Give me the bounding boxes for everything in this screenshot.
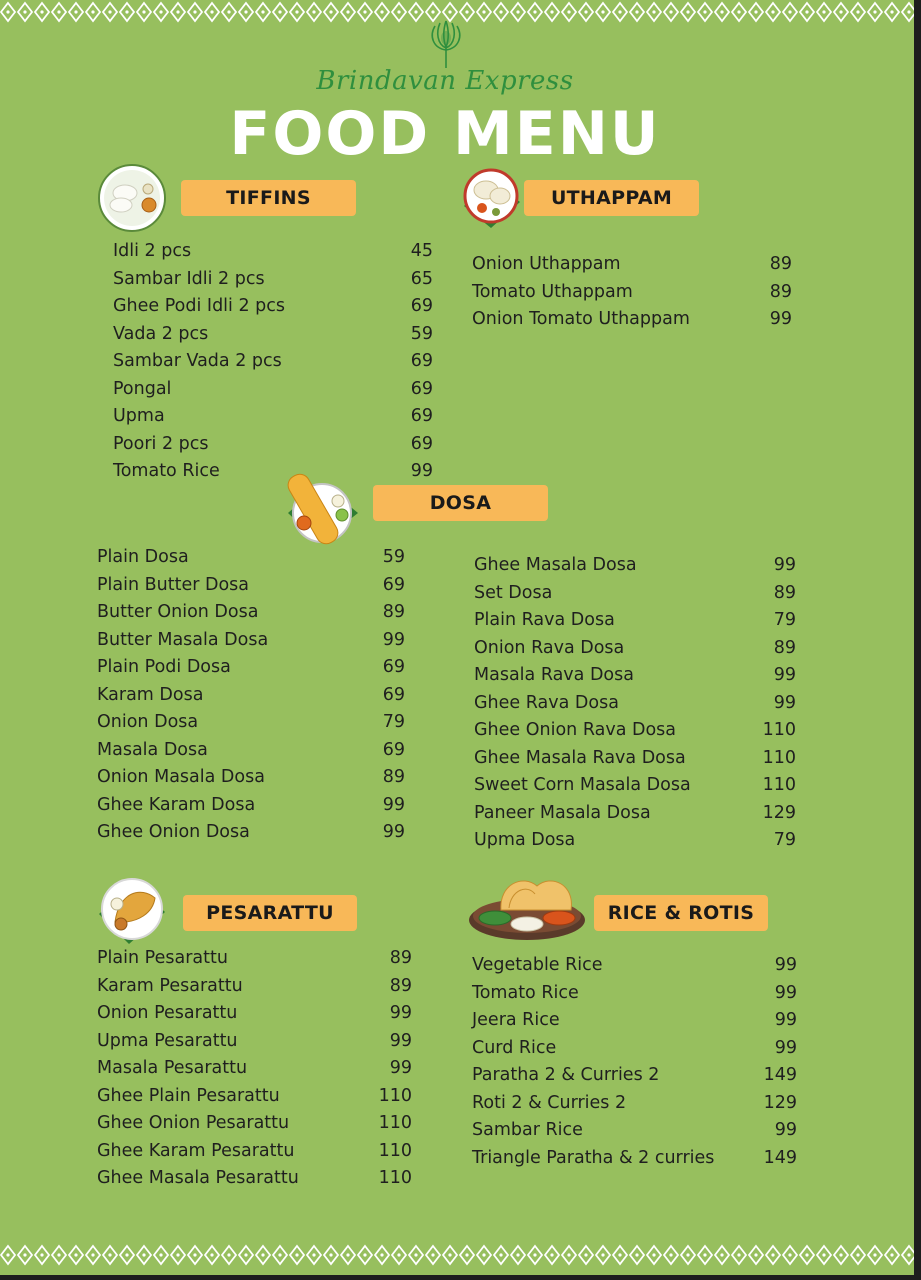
menu-item-price: 69 — [410, 378, 433, 399]
menu-item-name: Sambar Rice — [472, 1120, 583, 1140]
menu-item-price: 99 — [774, 1037, 797, 1058]
menu-item-price: 99 — [773, 555, 796, 575]
dosa-plate-icon — [280, 465, 362, 547]
menu-item-price: 110 — [378, 1168, 412, 1188]
menu-item-price: 110 — [378, 1113, 412, 1133]
menu-item — [474, 610, 796, 638]
menu-item — [97, 1168, 412, 1196]
menu-item-name: Roti 2 & Curries 2 — [472, 1092, 627, 1113]
tiffins-heading: TIFFINS — [181, 180, 356, 216]
menu-item-name: Masala Rava Dosa — [474, 665, 634, 685]
menu-item-price: 89 — [769, 254, 792, 274]
menu-item — [113, 406, 433, 434]
menu-item — [474, 555, 796, 583]
menu-item-name: Idli 2 pcs — [113, 241, 192, 261]
menu-item-price: 45 — [410, 241, 433, 261]
menu-item — [97, 795, 405, 823]
menu-item — [97, 547, 405, 575]
menu-item-name: Plain Rava Dosa — [474, 610, 615, 630]
dosa-heading: DOSA — [373, 485, 548, 521]
menu-item-price: 99 — [389, 1030, 412, 1051]
menu-item-name: Onion Rava Dosa — [474, 637, 625, 658]
menu-item-name: Ghee Rava Dosa — [474, 692, 619, 713]
menu-item-name: Ghee Onion Pesarattu — [97, 1113, 290, 1133]
bottom-decorative-border — [0, 1243, 914, 1267]
menu-item-name: Paneer Masala Dosa — [474, 802, 651, 823]
menu-item — [113, 296, 433, 324]
pesarattu-item-list — [97, 948, 412, 1196]
menu-item-price: 79 — [382, 712, 405, 732]
menu-item — [474, 665, 796, 693]
menu-item-name: Butter Onion Dosa — [97, 602, 259, 622]
menu-item — [113, 269, 433, 297]
menu-item-price: 69 — [382, 684, 405, 705]
menu-item-price: 69 — [382, 657, 405, 677]
idli-plate-icon — [97, 163, 167, 233]
menu-item-price: 149 — [763, 1147, 797, 1168]
menu-item — [472, 983, 797, 1011]
menu-item — [113, 379, 433, 407]
menu-item-name: Upma — [113, 406, 165, 426]
menu-item — [474, 583, 796, 611]
menu-item-name: Sambar Idli 2 pcs — [113, 268, 265, 289]
pesarattu-heading: PESARATTU — [183, 895, 357, 931]
menu-item-name: Onion Pesarattu — [97, 1003, 238, 1023]
menu-item-price: 99 — [774, 955, 797, 975]
menu-item-name: Tomato Rice — [113, 461, 220, 481]
menu-item — [474, 748, 796, 776]
menu-item-price: 110 — [378, 1085, 412, 1106]
menu-item-name: Ghee Onion Rava Dosa — [474, 720, 677, 740]
menu-item — [474, 693, 796, 721]
menu-item-name: Onion Masala Dosa — [97, 767, 265, 787]
menu-item — [472, 1120, 797, 1148]
menu-item-name: Ghee Podi Idli 2 pcs — [113, 296, 286, 316]
menu-item — [113, 324, 433, 352]
menu-item — [97, 948, 412, 976]
brand-name: Brindavan Express — [316, 66, 574, 96]
menu-item — [113, 351, 433, 379]
menu-item — [474, 803, 796, 831]
menu-item — [97, 1031, 412, 1059]
menu-item-price: 110 — [378, 1140, 412, 1161]
menu-item — [97, 602, 405, 630]
menu-item-price: 65 — [410, 268, 433, 289]
menu-item-name: Ghee Masala Dosa — [474, 555, 637, 575]
menu-item-name: Onion Uthappam — [472, 254, 621, 274]
menu-item-price: 89 — [382, 602, 405, 622]
menu-item-name: Butter Masala Dosa — [97, 629, 269, 650]
menu-item-price: 69 — [410, 296, 433, 316]
menu-item — [97, 1058, 412, 1086]
menu-item — [474, 830, 796, 858]
menu-item — [472, 955, 797, 983]
menu-item-name: Plain Podi Dosa — [97, 657, 231, 677]
menu-item-name: Masala Pesarattu — [97, 1058, 248, 1078]
menu-item — [474, 720, 796, 748]
menu-item-price: 89 — [769, 281, 792, 302]
menu-item-price: 79 — [773, 610, 796, 630]
menu-item — [97, 575, 405, 603]
menu-item — [472, 1010, 797, 1038]
diamond-border-pattern — [0, 1243, 914, 1267]
dosa-right-item-list — [474, 555, 796, 858]
menu-item — [97, 1141, 412, 1169]
menu-item-price: 99 — [389, 1058, 412, 1078]
rice-rotis-heading: RICE & ROTIS — [594, 895, 768, 931]
menu-item — [97, 822, 405, 850]
menu-item — [97, 1086, 412, 1114]
menu-item-price: 99 — [774, 1010, 797, 1030]
menu-item — [97, 1003, 412, 1031]
menu-item-name: Onion Tomato Uthappam — [472, 309, 690, 329]
rice-rotis-item-list — [472, 955, 797, 1175]
menu-item-name: Sweet Corn Masala Dosa — [474, 775, 691, 795]
menu-item-name: Curd Rice — [472, 1037, 557, 1058]
menu-item — [97, 685, 405, 713]
menu-item-price: 69 — [410, 406, 433, 426]
menu-item-price: 99 — [774, 1120, 797, 1140]
menu-item-price: 69 — [410, 433, 433, 454]
menu-item-price: 99 — [410, 461, 433, 481]
menu-item — [97, 657, 405, 685]
menu-item-name: Pongal — [113, 378, 172, 399]
menu-item-price: 89 — [773, 637, 796, 658]
menu-item-name: Plain Butter Dosa — [97, 574, 250, 595]
menu-item — [97, 740, 405, 768]
menu-item-name: Karam Pesarattu — [97, 975, 243, 996]
menu-item-price: 59 — [410, 323, 433, 344]
menu-item-price: 79 — [773, 830, 796, 850]
menu-item — [472, 282, 792, 310]
menu-item — [472, 1038, 797, 1066]
menu-item-name: Set Dosa — [474, 582, 553, 603]
menu-item-price: 89 — [389, 948, 412, 968]
menu-item — [97, 1113, 412, 1141]
menu-item-name: Ghee Plain Pesarattu — [97, 1085, 280, 1106]
menu-item-name: Karam Dosa — [97, 684, 204, 705]
menu-item — [474, 775, 796, 803]
menu-item-name: Vada 2 pcs — [113, 323, 209, 344]
menu-item — [472, 1065, 797, 1093]
menu-item-name: Ghee Karam Dosa — [97, 794, 256, 815]
menu-item — [472, 254, 792, 282]
menu-item — [97, 630, 405, 658]
roti-curry-plate-icon — [465, 872, 589, 946]
menu-item-name: Plain Dosa — [97, 547, 189, 567]
menu-item-price: 69 — [410, 351, 433, 371]
uthappam-heading: UTHAPPAM — [524, 180, 699, 216]
uthappam-plate-icon — [458, 166, 524, 232]
menu-item-price: 129 — [763, 1092, 797, 1113]
dosa-left-item-list — [97, 547, 405, 850]
peacock-feather-logo-icon — [427, 20, 465, 70]
menu-item-price: 110 — [762, 747, 796, 768]
menu-item-price: 99 — [382, 629, 405, 650]
menu-item-price: 110 — [762, 775, 796, 795]
menu-item-price: 69 — [382, 739, 405, 760]
menu-item — [97, 767, 405, 795]
menu-item-name: Tomato Uthappam — [472, 281, 633, 302]
menu-item-price: 99 — [773, 692, 796, 713]
menu-item-name: Vegetable Rice — [472, 955, 603, 975]
menu-item-price: 99 — [389, 1003, 412, 1023]
menu-item-price: 99 — [382, 794, 405, 815]
menu-item-price: 69 — [382, 574, 405, 595]
menu-item-name: Ghee Karam Pesarattu — [97, 1140, 295, 1161]
uthappam-item-list — [472, 254, 792, 337]
tiffins-item-list — [113, 241, 433, 489]
menu-item — [474, 638, 796, 666]
menu-item — [113, 434, 433, 462]
menu-item-price: 89 — [389, 975, 412, 996]
menu-item-name: Upma Dosa — [474, 830, 576, 850]
menu-item — [472, 1148, 797, 1176]
menu-item-name: Ghee Masala Pesarattu — [97, 1168, 299, 1188]
menu-item-price: 99 — [769, 309, 792, 329]
menu-item-price: 149 — [763, 1065, 797, 1085]
menu-item-name: Onion Dosa — [97, 712, 199, 732]
menu-item-name: Upma Pesarattu — [97, 1030, 238, 1051]
menu-item-name: Jeera Rice — [472, 1010, 560, 1030]
menu-title: FOOD MENU — [229, 99, 661, 169]
menu-item-name: Ghee Masala Rava Dosa — [474, 747, 686, 768]
menu-item — [97, 976, 412, 1004]
menu-item-name: Ghee Onion Dosa — [97, 822, 250, 842]
menu-item-price: 110 — [762, 720, 796, 740]
menu-item — [472, 1093, 797, 1121]
menu-item-name: Paratha 2 & Curries 2 — [472, 1065, 660, 1085]
menu-item-price: 99 — [382, 822, 405, 842]
menu-item-name: Masala Dosa — [97, 739, 208, 760]
menu-item-price: 89 — [382, 767, 405, 787]
menu-item-price: 99 — [774, 982, 797, 1003]
menu-item-name: Plain Pesarattu — [97, 948, 228, 968]
menu-item-price: 59 — [382, 547, 405, 567]
menu-item-price: 129 — [762, 802, 796, 823]
menu-item-name: Tomato Rice — [472, 982, 579, 1003]
menu-item-name: Triangle Paratha & 2 curries — [472, 1147, 715, 1168]
menu-item-name: Poori 2 pcs — [113, 433, 209, 454]
pesarattu-plate-icon — [95, 872, 169, 946]
menu-item — [97, 712, 405, 740]
menu-item-price: 89 — [773, 582, 796, 603]
menu-item-name: Sambar Vada 2 pcs — [113, 351, 282, 371]
menu-item — [113, 241, 433, 269]
menu-item — [472, 309, 792, 337]
menu-item-price: 99 — [773, 665, 796, 685]
